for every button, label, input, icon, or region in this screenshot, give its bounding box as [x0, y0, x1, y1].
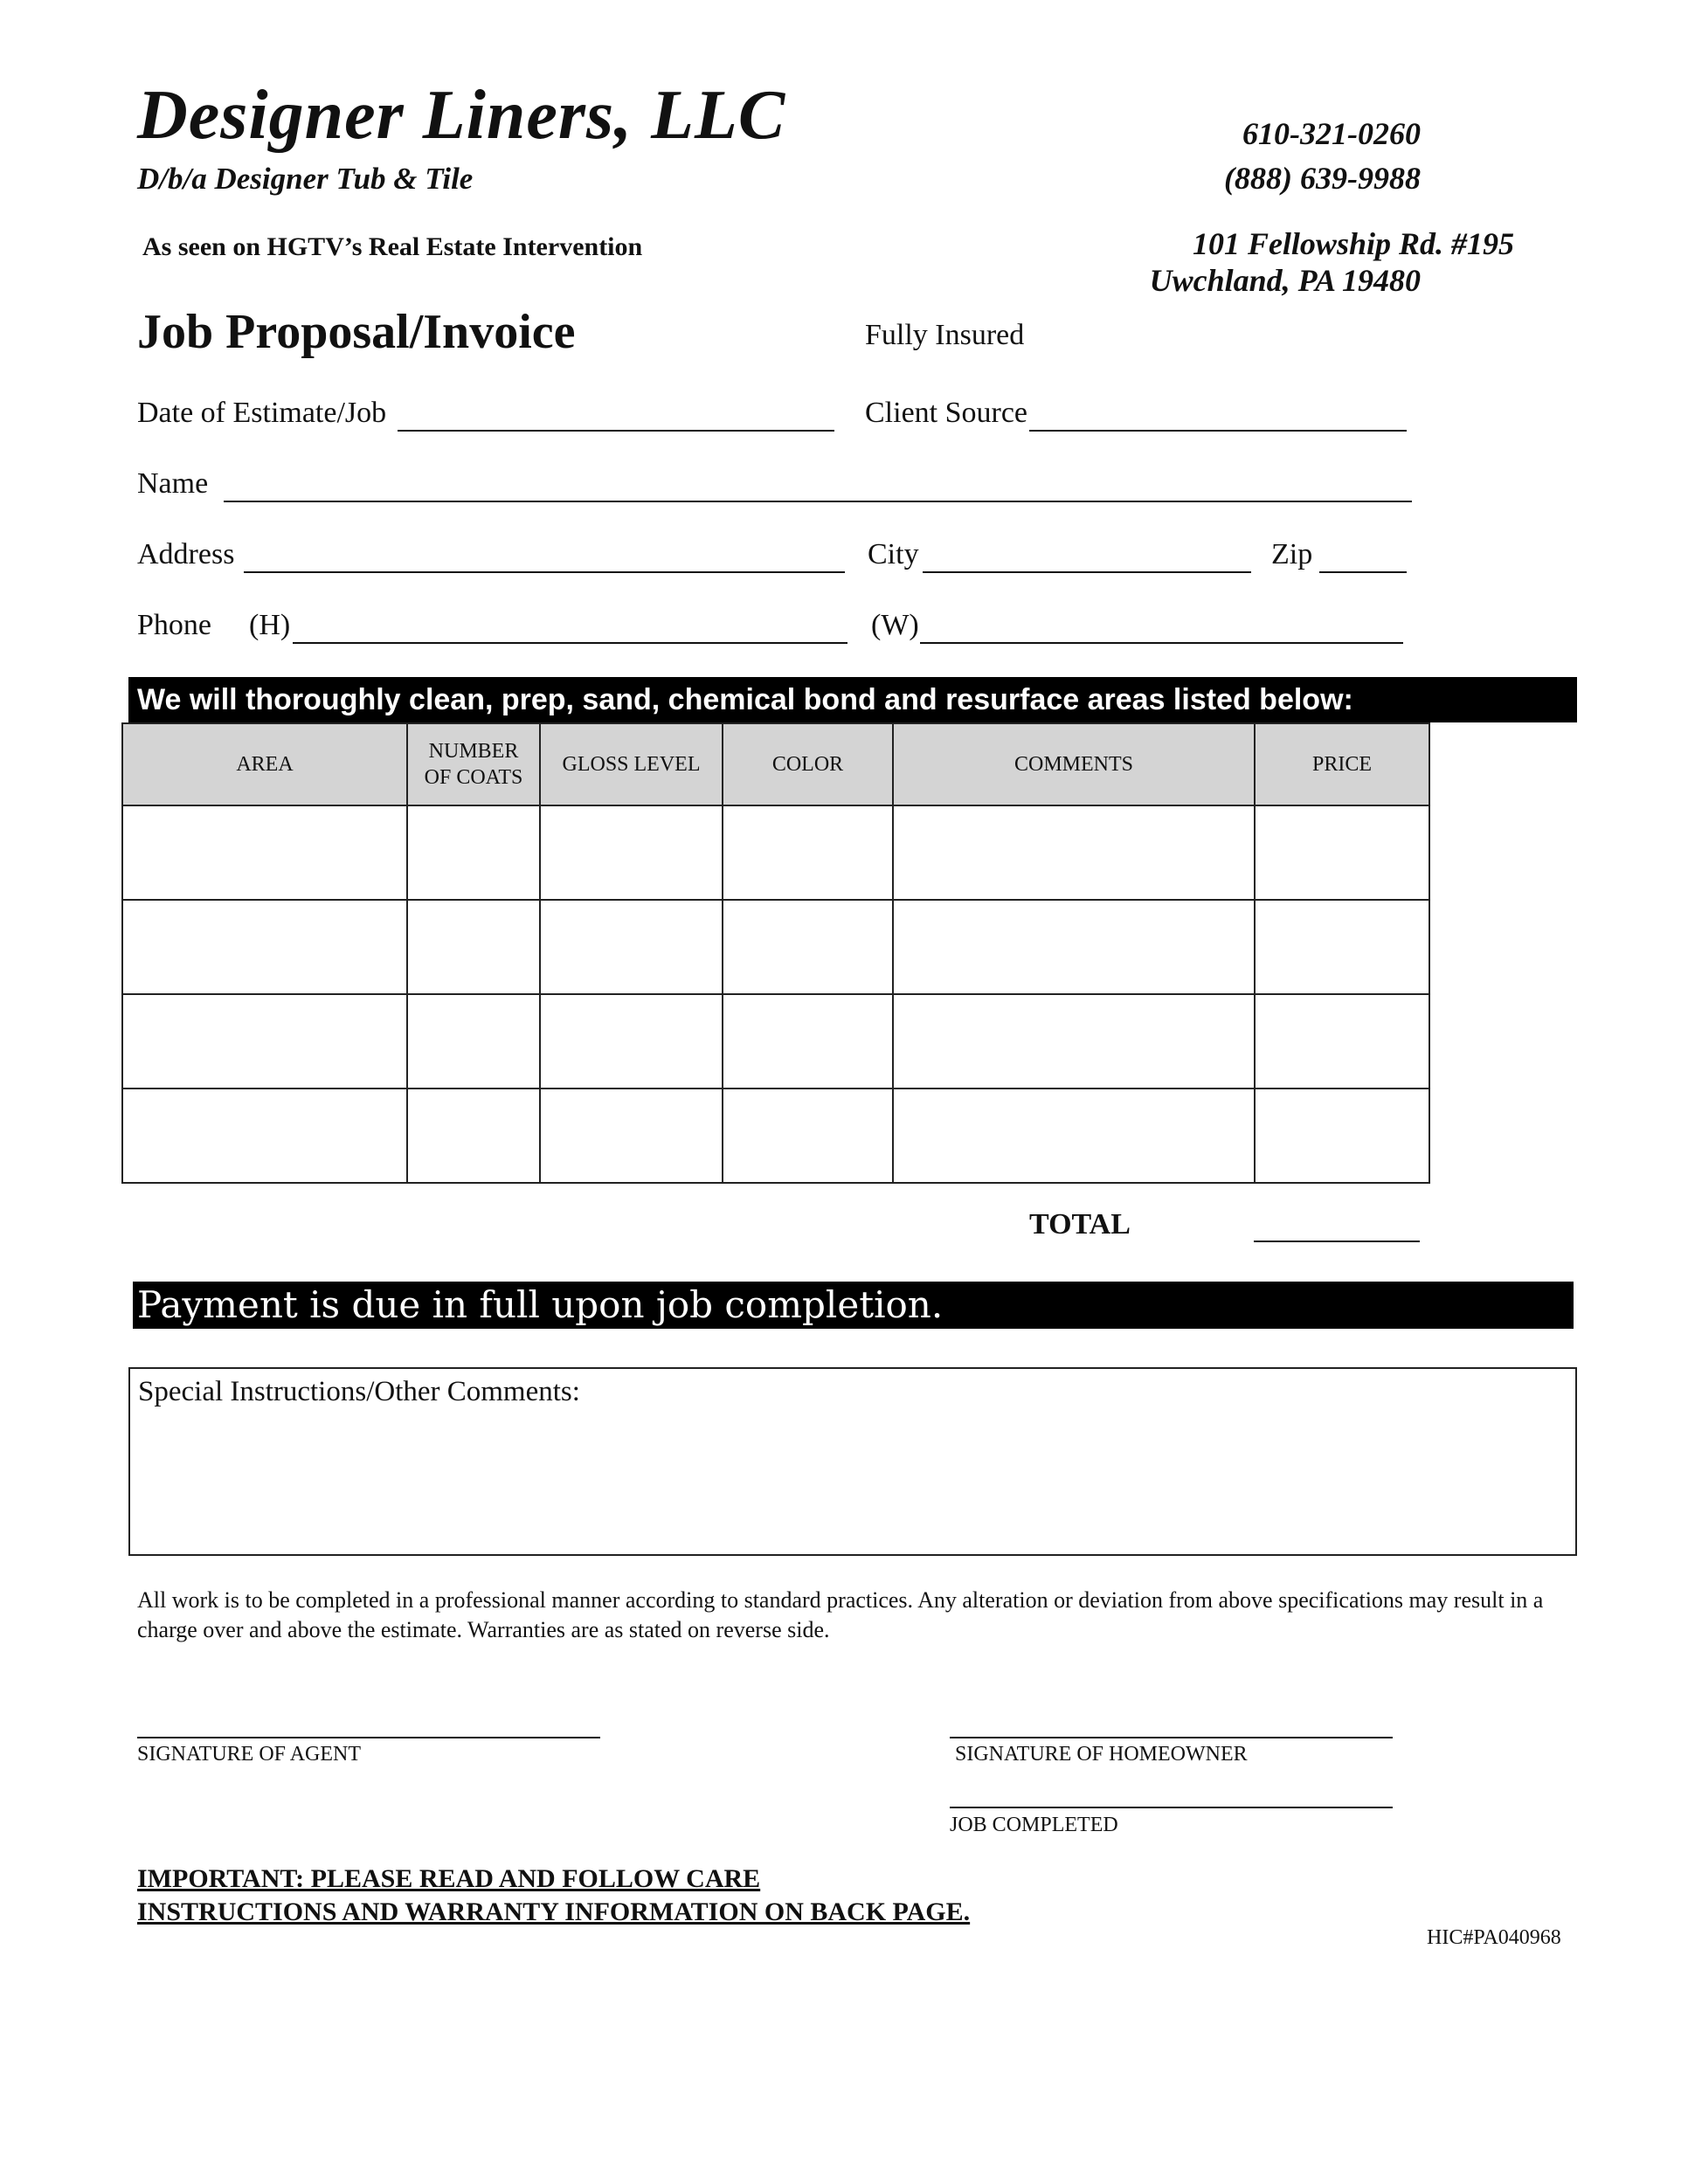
cell-area[interactable] — [122, 1089, 407, 1183]
table-header-row — [122, 723, 1429, 805]
cell-coats[interactable] — [407, 900, 540, 994]
special-instructions-label: Special Instructions/Other Comments: — [138, 1376, 580, 1407]
cell-price[interactable] — [1255, 994, 1429, 1089]
cell-comments[interactable] — [893, 1089, 1255, 1183]
table-row — [122, 994, 1429, 1089]
col-price: PRICE — [1255, 723, 1429, 805]
table-row — [122, 900, 1429, 994]
home-phone-field[interactable] — [293, 642, 847, 644]
date-field[interactable] — [398, 430, 834, 432]
total-field[interactable] — [1254, 1241, 1420, 1242]
cell-color[interactable] — [723, 900, 893, 994]
work-banner: We will thoroughly clean, prep, sand, chemical bond and resurface areas listed below: — [128, 677, 1577, 722]
col-comments: COMMENTS — [893, 723, 1255, 805]
name-label: Name — [137, 467, 209, 500]
table-row — [122, 805, 1429, 900]
col-coats: NUMBER OF COATS — [407, 723, 540, 805]
cell-color[interactable] — [723, 1089, 893, 1183]
cell-price[interactable] — [1255, 1089, 1429, 1183]
col-gloss: GLOSS LEVEL — [540, 723, 723, 805]
col-area: AREA — [122, 723, 407, 805]
cell-price[interactable] — [1255, 805, 1429, 900]
date-label: Date of Estimate/Job — [137, 397, 387, 429]
cell-comments[interactable] — [893, 900, 1255, 994]
client-source-label: Client Source — [865, 397, 1028, 429]
cell-comments[interactable] — [893, 994, 1255, 1089]
license-number: HIC#PA040968 — [1427, 1926, 1561, 1949]
city-field[interactable] — [923, 571, 1251, 573]
payment-banner: Payment is due in full upon job completion. — [133, 1282, 1574, 1329]
cell-price[interactable] — [1255, 900, 1429, 994]
address-label: Address — [137, 538, 235, 570]
cell-area[interactable] — [122, 994, 407, 1089]
col-color: COLOR — [723, 723, 893, 805]
city-address: Uwchland, PA 19480 — [1149, 263, 1421, 298]
agent-signature-label: SIGNATURE OF AGENT — [137, 1743, 362, 1766]
phone-label: Phone — [137, 609, 211, 641]
street-address: 101 Fellowship Rd. #195 — [1192, 226, 1514, 261]
cell-gloss[interactable] — [540, 900, 723, 994]
homeowner-signature-label: SIGNATURE OF HOMEOWNER — [955, 1743, 1248, 1766]
important-notice — [137, 1863, 970, 1929]
important-line-1: IMPORTANT: PLEASE READ AND FOLLOW CARE — [137, 1864, 761, 1893]
cell-coats[interactable] — [407, 994, 540, 1089]
insured-note: Fully Insured — [865, 319, 1025, 351]
cell-gloss[interactable] — [540, 1089, 723, 1183]
cell-color[interactable] — [723, 805, 893, 900]
cell-area[interactable] — [122, 805, 407, 900]
cell-comments[interactable] — [893, 805, 1255, 900]
agent-signature-line[interactable] — [137, 1737, 600, 1738]
city-label: City — [868, 538, 919, 570]
terms-text: All work is to be completed in a professional manner according to standard practices. Any alteration or deviation from above specifications may result in a charge over and above the estimate. Warranties are as stated on reverse side. — [137, 1587, 1544, 1642]
job-completed-label: JOB COMPLETED — [950, 1814, 1118, 1836]
cell-gloss[interactable] — [540, 805, 723, 900]
job-completed-line[interactable] — [950, 1807, 1393, 1808]
name-field[interactable] — [224, 501, 1412, 502]
cell-coats[interactable] — [407, 805, 540, 900]
company-name: Designer Liners, LLC — [137, 77, 786, 154]
cell-coats[interactable] — [407, 1089, 540, 1183]
phone-primary: 610-321-0260 — [1242, 116, 1421, 151]
homeowner-signature-line[interactable] — [950, 1737, 1393, 1738]
cell-gloss[interactable] — [540, 994, 723, 1089]
dba-name: D/b/a Designer Tub & Tile — [137, 162, 474, 196]
document-title: Job Proposal/Invoice — [137, 305, 576, 359]
work-phone-field[interactable] — [920, 642, 1403, 644]
tagline: As seen on HGTV’s Real Estate Intervention — [142, 232, 643, 261]
special-instructions-box[interactable] — [128, 1367, 1577, 1556]
work-phone-label: (W) — [871, 609, 919, 641]
total-label: TOTAL — [1029, 1208, 1131, 1241]
client-source-field[interactable] — [1029, 430, 1407, 432]
zip-label: Zip — [1271, 538, 1313, 570]
items-table — [121, 722, 1430, 1184]
zip-field[interactable] — [1319, 571, 1407, 573]
phone-tollfree: (888) 639-9988 — [1224, 161, 1421, 196]
important-line-2: INSTRUCTIONS AND WARRANTY INFORMATION ON BACK PAGE. — [137, 1897, 971, 1926]
cell-color[interactable] — [723, 994, 893, 1089]
home-phone-label: (H) — [249, 609, 291, 641]
address-field[interactable] — [244, 571, 845, 573]
table-row — [122, 1089, 1429, 1183]
cell-area[interactable] — [122, 900, 407, 994]
